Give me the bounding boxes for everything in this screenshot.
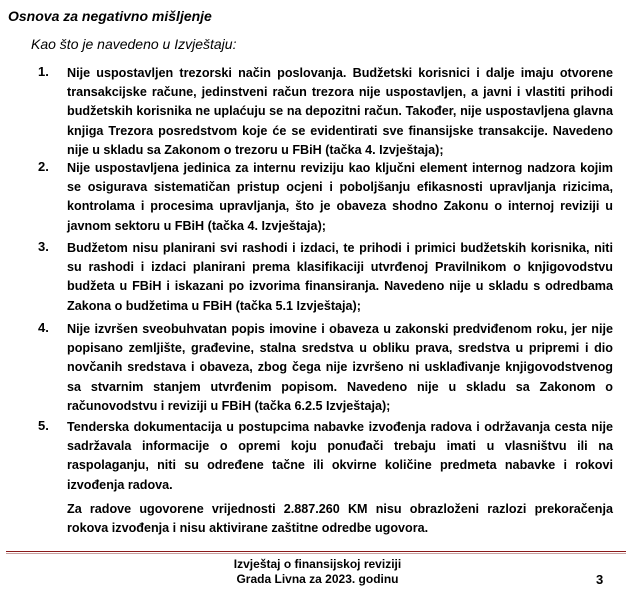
item-number: 5.	[38, 418, 49, 433]
footer-divider-secondary	[6, 553, 626, 554]
item-paragraph: Tenderska dokumentacija u postupcima nabavke izvođenja radova i održavanja cesta nije sadržavala informacije o opremi koju ponuđači trebaju imati u vlasništvu ili na raspolaganju, niti su određene tačne ili okvirne količine predmeta nabavke i rokovi izvođenja radova.	[67, 420, 613, 492]
item-paragraph: Nije uspostavljena jedinica za internu reviziju kao ključni element internog nadzora kojim se osigurava sistematičan pristup ocjeni i poboljšanju efikasnosti upravljanja rizicima, kontrolama i procesima upravljanja, što je obaveza shodno Zakonu o internoj reviziji u javnom sektoru u FBiH (tačka 4. Izvještaja);	[67, 161, 613, 233]
footer-report-title: Izvještaj o finansijskoj reviziji	[233, 557, 402, 571]
item-text	[67, 239, 613, 316]
item-text	[67, 320, 613, 416]
item-number: 4.	[38, 320, 49, 335]
item-paragraph: Nije izvršen sveobuhvatan popis imovine i obaveza u zakonski predviđenom roku, jer nije popisano zemljište, građevine, stalna sredstva u obliku prava, sredstva u pripremi i dio novčanih sredstava i obaveza, zbog čega nije izvršeno ni usklađivanje knjigovodstvenog sa stvarnim stanjem utvrđenim popisom. Navedeno nije u skladu sa Zakonom o računovodstvu i reviziji u FBiH (tačka 6.2.5 Izvještaja);	[67, 322, 613, 413]
section-heading: Osnova za negativno mišljenje	[8, 8, 212, 24]
item-paragraph: Budžetom nisu planirani svi rashodi i izdaci, te prihodi i primici budžetskih korisnika, niti su rashodi i izdaci planirani prema klasifikaciji utvrđenoj Pravilnikom o knjigovodstvu budžeta u FBiH i iskazani po izvorima finansiranja. Navedeno nije u skladu s odredbama Zakona o budžetima u FBiH (tačka 5.1 Izvještaja);	[67, 241, 613, 313]
intro-text: Kao što je navedeno u Izvještaju:	[31, 36, 237, 52]
page-number: 3	[596, 572, 604, 587]
item-number: 1.	[38, 64, 49, 79]
item-text	[67, 159, 613, 236]
item-text	[67, 64, 613, 160]
item-number: 3.	[38, 239, 49, 254]
item-paragraph: Nije uspostavljen trezorski način poslovanja. Budžetski korisnici i dalje imaju otvorene transakcijske račune, jedinstveni račun trezora nije uspostavljen, a javni i vlastiti prihodi budžetskih korisnika ne uplaćuju se na depozitni račun. Također, nije uspostavljena glavna knjiga Trezora posredstvom koje će se evidentirati sve finansijske transakcije. Navedeno nije u skladu sa Zakonom o trezoru u FBiH (tačka 4. Izvještaja);	[67, 66, 613, 157]
item-number: 2.	[38, 159, 49, 174]
item-text	[67, 418, 613, 538]
page-footer	[0, 557, 635, 587]
footer-divider	[6, 551, 626, 552]
item-paragraph: Za radove ugovorene vrijednosti 2.887.260 KM nisu obrazloženi razlozi prekoračenja rokova izvođenja i nisu aktivirane zaštitne odredbe ugovora.	[67, 501, 613, 536]
footer-report-subtitle: Grada Livna za 2023. godinu	[236, 572, 399, 586]
